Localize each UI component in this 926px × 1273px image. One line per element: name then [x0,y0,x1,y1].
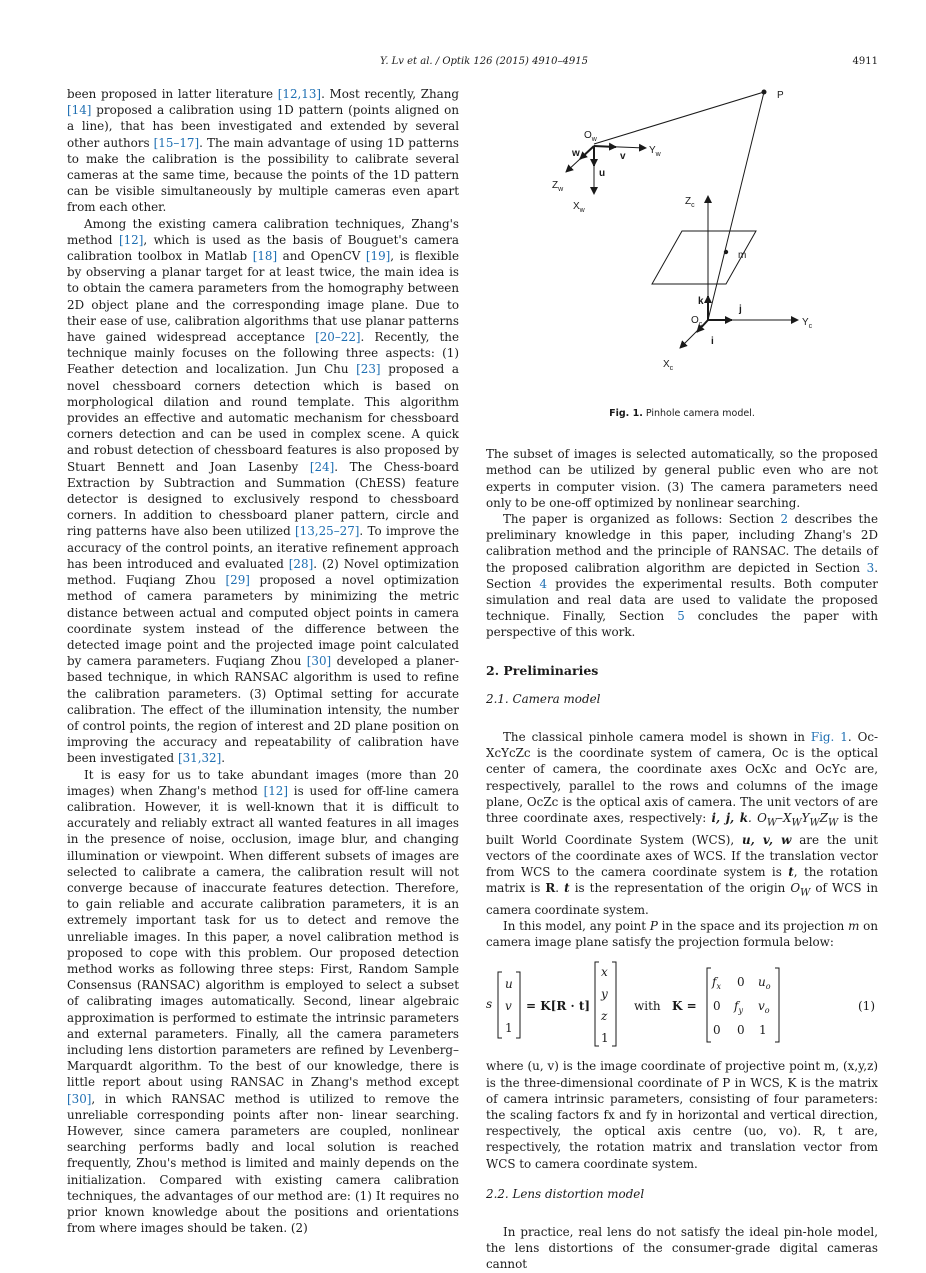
point-p [762,90,767,95]
eq-k-21: 0 [713,999,721,1014]
label-m: m [738,250,747,261]
text: provides the experimental results. Both computer simulation and real data are used to validate the proposed technique. Finally, Section [486,576,878,624]
eq-rhs-z: z [601,1009,608,1024]
eq-lhs-1: 1 [505,1021,513,1036]
eq-k-31: 0 [713,1023,721,1038]
text: –X [777,811,792,826]
text: m [848,919,860,934]
text: It is easy for us to take abundant images (more than 20 images) when Zhang's method [67,767,459,798]
caption-label: Fig. 1. [609,408,643,419]
citation-link[interactable]: [20–22] [315,330,361,345]
eq-projection: = K[R · t] [526,999,591,1014]
citation-link[interactable]: [23] [356,362,381,377]
equation-1 [486,960,878,1048]
text: . Recently, the technique mainly focuses on the following three aspects: (1) Feather detection and localization. Jun Chu [67,330,459,377]
text: P [649,919,658,934]
journal-citation: Y. Lv et al. / Optik 126 (2015) 4910–4915 [380,56,588,67]
text: R [545,881,556,896]
eq-lhs-u: u [505,977,513,992]
label-xc: $X_c$ [663,359,674,372]
text: W [809,817,820,829]
text: . The Chess-board Extraction by Subtraction and Summation (ChESS) feature detector is designed to exclusively respond to chessboard corners. In addition to chessboard planer pattern, circle and ring patterns have also been utilized [67,459,459,539]
text: . Most recently, Zhang [321,87,459,101]
text: . To improve the accuracy of the control points, an iterative refinement approach has been introduced and evaluated [67,524,460,571]
text: , in which RANSAC method is utilized to remove the unreliable corresponding points after non- linear searching. However, since camera parameters are coupled, nonlinear searching performs badly and local solution is reached frequently, Zhou's method is limited and mainly depends on the initialization. Compared with existing camera calibration techniques, the advantages of our method are: (1) It requires no prior known knowledge about the positions and orientations from where images should be taken. (2) [67,1091,459,1236]
text: are the unit vectors of the coordinate axes of WCS. If the translation vector from WCS to the camera coordinate system is [486,832,878,880]
text: u, v, w [741,832,792,847]
label-oc: $O_c$ [691,315,703,328]
text: Y [801,811,810,826]
section-link[interactable]: 3 [866,560,875,575]
citation-link[interactable]: [29] [225,573,250,588]
text: W [800,887,811,899]
text: concludes the paper with perspective of this work. [486,609,878,640]
text: been proposed in latter literature [67,87,278,101]
text: and OpenCV [277,249,366,264]
bracket [612,962,616,1046]
section-link[interactable]: 5 [677,609,685,624]
right-column [486,86,878,1273]
text: , the rotation matrix is [486,865,878,896]
citation-link[interactable]: [12] [263,783,288,798]
page-number: 4911 [852,56,878,67]
citation-link[interactable]: [24] [309,459,335,474]
figure-caption [486,406,878,422]
text: W [791,817,802,829]
paragraph-equation-explanation: where (u, v) is the image coordinate of projective point m, (x,y,z) is the three-dimensional coordinate of P in WCS, K is the matrix of camera intrinsic parameters, consisting of four parameters: the scaling factors fx and fy in horizontal and vertical direction, respectively, the optical axis centre (uo, vo). R, t are, respectively, the rotation matrix and translation vector from WCS to camera coordinate system. [486,1059,878,1171]
text: In this model, any point [503,919,650,934]
eq-lhs-v: v [505,999,512,1014]
bracket [516,972,520,1038]
text: i, j, k [711,811,749,826]
text: The classical pinhole camera model is shown in [503,730,811,745]
label-v: v [620,151,626,162]
text: Among the existing camera calibration techniques, Zhang's method [67,216,459,247]
text: proposed a novel optimization method of camera parameters by minimizing the metric distance between actual and computed object points in camera coordinate system instead of the difference between the detected image point and the projected image point calculated by camera parameters. Fuqiang Zhou [67,573,459,669]
paragraph-organization [486,511,878,641]
eq-rhs-y: y [601,987,608,1002]
eq-k-33: 1 [759,1023,767,1038]
text: . [555,881,565,896]
citation-link[interactable]: [13,25–27] [295,524,360,539]
citation-link[interactable]: [30] [306,654,332,669]
text: t [788,865,794,880]
subsection-heading-camera-model: 2.1. Camera model [486,691,601,706]
eq-k-12: 0 [737,975,745,990]
citation-link[interactable]: [30] [67,1091,92,1106]
text: is the representation of the origin [569,881,791,896]
text: O [790,881,801,896]
vector-w [580,146,594,159]
text: Z [819,811,828,826]
eq-number: (1) [858,999,875,1014]
text: . (2) Novel optimization method. Fuqiang Zhou [67,556,459,588]
text: in the space and its projection [657,919,849,934]
label-w: w [572,148,580,159]
text: , is flexible by observing a planar target for at least twice, the main idea is to obtain the camera parameters from the homography between 2D object plane and the corresponding image plane. Due to their ease of use, calibration algorithms that use planar patterns have gained widespread acceptance [67,249,459,345]
citation-link[interactable]: [15–17] [153,135,200,150]
label-u: u [599,168,606,179]
citation-link[interactable]: [18] [252,249,278,264]
citation-link[interactable]: [12] [118,232,144,247]
eq-k-22: $f_y$ [734,999,743,1016]
label-yw: $Y_w$ [649,145,661,158]
text: t [564,881,570,896]
text: . Oc-XcYcZc is the coordinate system of camera, Oc is the optical center of camera, the coordinate axes OcXc and OcYc are, respectively, parallel to the rows and columns of the image plane, OcZc is the optical axis of camera. The unit vectors of are three coordinate axes, respectively: [486,730,878,826]
text: , which is used as the basis of Bouguet's camera calibration toolbox in Matlab [67,232,459,264]
text: developed a planer-based technique, in which RANSAC algorithm is used to refine the calibration parameters. (3) Optimal setting for accurate calibration. The effect of the illumination intensity, the number of control points, the region of interest and 2D plane position on improving the accuracy and repeatability of calibration have been investigated [67,654,460,766]
pinhole-camera-diagram [486,86,878,376]
paragraph-lens-distortion: In practice, real lens do not satisfy the ideal pin-hole model, the lens distortions of the consumer-grade digital cameras cannot [486,1225,878,1272]
text: The paper is organized as follows: Section [503,512,781,527]
running-header [0,56,926,70]
paragraph-projection [486,918,878,950]
ray-ow-to-p [594,92,764,144]
projection-equation [486,960,878,1048]
bracket [775,968,779,1042]
section-link[interactable]: 2 [780,512,789,527]
paragraph-camera-model [486,729,878,918]
label-yc: $Y_c$ [802,317,813,330]
eq-k-23: $v_o$ [758,999,770,1016]
left-column [67,86,459,1236]
citation-link[interactable]: [28] [288,556,314,571]
eq-k-11: $f_x$ [712,975,721,992]
label-j: j [739,304,742,315]
bracket [595,962,599,1046]
paragraph-zhang-method [67,216,459,767]
vector-v [594,146,616,147]
eq-k-32: 0 [737,1023,745,1038]
paragraph-subset: The subset of images is selected automatically, so the proposed method can be utilized by general public even who are not experts in computer vision. (3) The camera parameters need only to be one-off optimized by nonlinear searching. [486,447,878,510]
eq-with: with [634,999,661,1014]
citation-link[interactable]: [12,13] [277,87,322,101]
bracket [498,972,502,1038]
label-i: i [711,336,714,347]
label-zc: $Z_c$ [685,196,695,209]
eq-k-13: $u_o$ [758,975,771,992]
label-k: k [698,296,704,307]
text: . The main advantage of using 1D patterns to make the calibration is the possibility to calibrate several cameras at the same time, because the points of the 1D pattern can be visible simultaneously by multiple cameras even apart from each other. [67,135,459,215]
text: . O [748,811,767,826]
subsection-heading-lens-distortion: 2.2. Lens distortion model [486,1186,645,1201]
text: of WCS in camera coordinate system. [486,881,879,917]
citation-link[interactable]: [14] [67,103,92,118]
label-ow: $O_w$ [584,130,597,143]
text: is the built World Coordinate System (WCS), [486,811,878,847]
eq-rhs-x: x [601,965,608,980]
text: describes the preliminary knowledge in this paper, including Zhang's 2D calibration method and the principle of RANSAC. The details of the proposed calibration algorithm are depicted in Section [486,512,879,575]
label-zw: $Z_w$ [552,180,564,193]
ray-oc-to-p [708,92,764,320]
label-p: P [777,90,784,101]
text: on camera image plane satisfy the projection formula below: [486,919,878,950]
text: proposed a novel chessboard corners detection which is based on morphological dilation and round template. This algorithm provides an effective and automatic mechanism for chessboard corners detection and can be used in complex scene. A quick and robust detection of chessboard features is also proposed by Stuart Bennett and Joan Lasenby [67,362,459,474]
text: W [827,817,839,829]
bracket [707,968,711,1042]
text: proposed a calibration using 1D pattern (points aligned on a line), that has been investigated and extended by several other authors [67,103,459,150]
figure-link[interactable]: Fig. 1 [810,730,848,745]
eq-rhs-1: 1 [601,1031,609,1046]
section-link[interactable]: 4 [539,576,548,591]
citation-link[interactable]: [19] [365,249,391,264]
text: . Section [486,560,878,591]
eq-scale-s: s [486,997,493,1012]
figure-pinhole-camera [486,86,878,404]
point-m [724,250,728,254]
caption-text: Pinhole camera model. [645,408,755,419]
paragraph-proposed-method [67,767,459,1237]
eq-k-label: K = [672,999,697,1014]
citation-link[interactable]: [31,32] [177,751,222,766]
text: . [221,751,226,766]
paragraph-intro-1d [67,86,459,216]
label-xw: $X_w$ [573,201,585,214]
section-heading-preliminaries: 2. Preliminaries [486,662,599,678]
text: W [766,817,778,829]
text: is used for off-line camera calibration. However, it is well-known that it is difficult to accurately and reliably extract all wanted features in all images in the presence of noise, occlusion, image blur, and changing illumination or viewpoint. When different subsets of images are selected to calibrate a camera, the calibration result will not converge because of inaccurate features detection. Therefore, to gain reliable and accurate calibration parameters, it is an extremely important task for us to detect and remove the unreliable images. In this paper, a novel calibration method is proposed to cope with this problem. Our proposed detection method works as following three steps: First, Random Sample Consensus (RANSAC) algorithm is employed to select a subset of calibrating images automatically. Second, linear algebraic approximation is performed to estimate the intrinsic parameters and external parameters. Finally, all the camera parameters including lens distortion parameters are refined by Levenberg–Marquardt algorithm. To the best of our knowledge, there is little report about using RANSAC in Zhang's method except [67,783,460,1090]
